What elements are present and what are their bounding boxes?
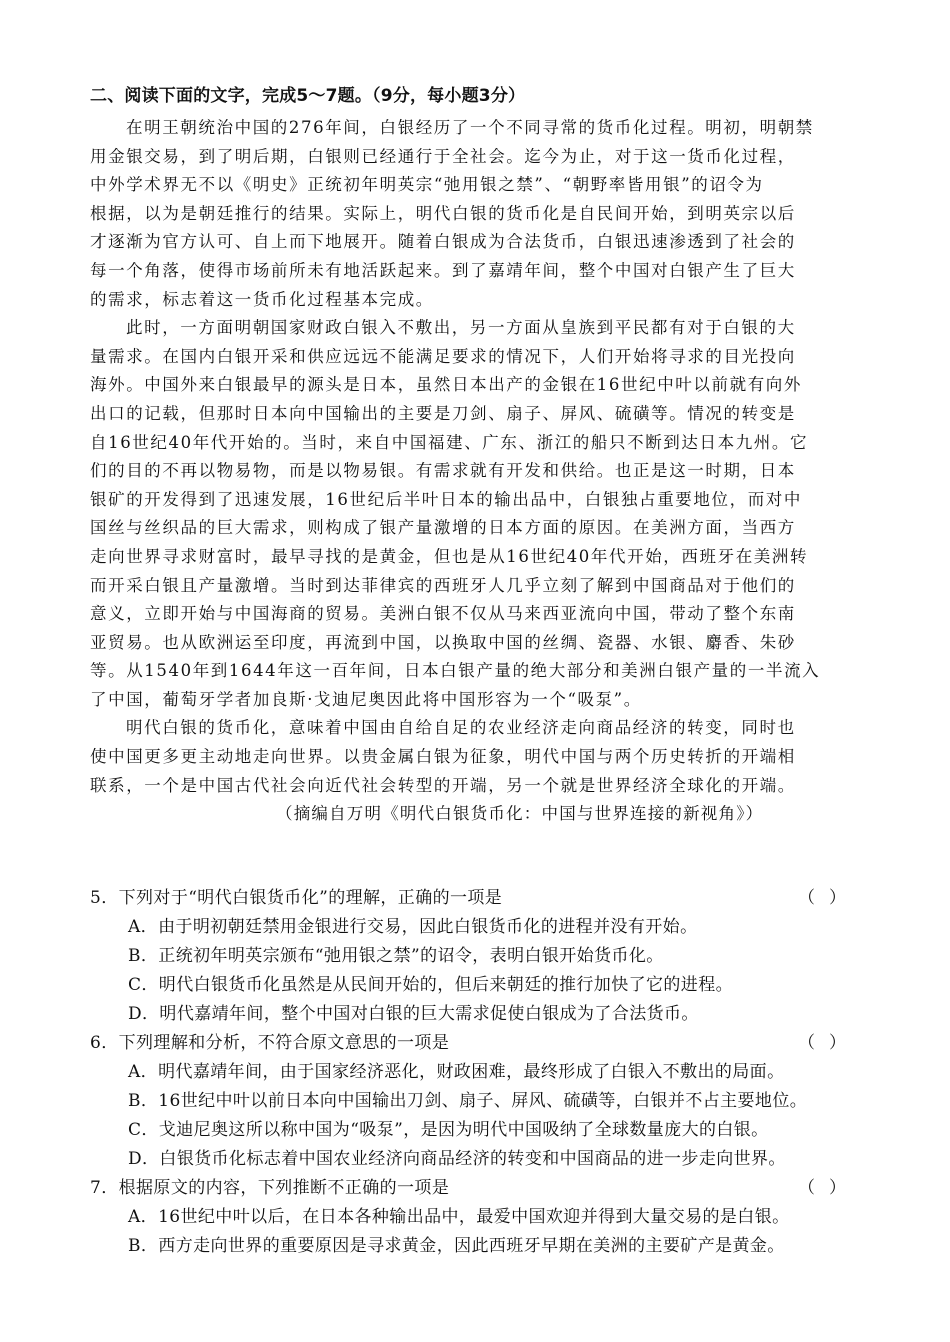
question-stem <box>90 884 890 913</box>
paragraph-3 <box>90 714 870 800</box>
question-6 <box>90 1029 890 1174</box>
option-b: B．16世纪中叶以前日本向中国输出刀剑、扇子、屏风、硫磺等，白银并不占主要地位。 <box>128 1091 808 1111</box>
passage-line: 们的目的不再以物易物，而是以物易银。有需求就有开发和供给。也正是这一时期，日本 <box>90 461 796 481</box>
option-c: C．戈迪尼奥这所以称中国为“吸泵”，是因为明代中国吸纳了全球数量庞大的白银。 <box>128 1120 769 1140</box>
answer-blank: （） <box>798 1033 860 1053</box>
option-d: D．白银货币化标志着中国农业经济向商品经济的转变和中国商品的进一步走向世界。 <box>128 1149 786 1169</box>
paragraph-1 <box>90 114 870 314</box>
passage-line: 等。从1540年到1644年这一百年间，日本白银产量的绝大部分和美洲白银产量的一半流入 <box>90 661 821 681</box>
option-b: B．西方走向世界的重要原因是寻求黄金，因此西班牙早期在美洲的主要矿产是黄金。 <box>128 1236 785 1256</box>
passage-line: 而开采白银且产量激增。当时到达菲律宾的西班牙人几乎立刻了解到中国商品对于他们的 <box>90 575 796 595</box>
option-a: A．明代嘉靖年间，由于国家经济恶化，财政困难，最终形成了白银入不敷出的局面。 <box>128 1062 785 1082</box>
option-a: A．16世纪中叶以后，在日本各种输出品中，最爱中国欢迎并得到大量交易的是白银。 <box>128 1207 790 1227</box>
passage-line: 海外。中国外来白银最早的源头是日本，虽然日本出产的金银在16世纪中叶以前就有向外 <box>90 375 802 395</box>
passage-line: 使中国更多更主动地走向世界。以贵金属白银为征象，明代中国与两个历史转折的开端相 <box>90 747 796 767</box>
paragraph-2 <box>90 314 870 714</box>
question-7 <box>90 1174 890 1261</box>
passage-line: 中外学术界无不以《明史》正统初年明英宗“弛用银之禁”、“朝野率皆用银”的诏令为 <box>90 175 764 195</box>
option-a: A．由于明初朝廷禁用金银进行交易，因此白银货币化的进程并没有开始。 <box>128 917 698 937</box>
section-title: 二、阅读下面的文字，完成5～7题。（9分，每小题3分） <box>90 86 526 106</box>
passage-line: 量需求。在国内白银开采和供应远远不能满足要求的情况下，人们开始将寻求的目光投向 <box>90 346 796 366</box>
question-stem-text: 5．下列对于“明代白银货币化”的理解，正确的一项是 <box>90 888 503 908</box>
passage-line: 在明王朝统治中国的276年间，白银经历了一个不同寻常的货币化过程。明初，明朝禁 <box>126 118 814 137</box>
question-stem-text: 6．下列理解和分析，不符合原文意思的一项是 <box>90 1033 450 1053</box>
passage-line: 自16世纪40年代开始的。当时，来自中国福建、广东、浙江的船只不断到达日本九州。它 <box>90 432 809 452</box>
answer-blank: （） <box>798 888 860 908</box>
question-stem-text: 7．根据原文的内容，下列推断不正确的一项是 <box>90 1178 450 1198</box>
passage-line: 走向世界寻求财富时，最早寻找的是黄金，但也是从16世纪40年代开始，西班牙在美洲转 <box>90 546 809 566</box>
passage-line: 意义，立即开始与中国海商的贸易。美洲白银不仅从马来西亚流向中国，带动了整个东南 <box>90 604 796 624</box>
passage-line: 亚贸易。也从欧洲运至印度，再流到中国，以换取中国的丝绸、瓷器、水银、麝香、朱砂 <box>90 632 796 652</box>
reading-passage <box>90 114 870 800</box>
passage-line: 的需求，标志着这一货币化过程基本完成。 <box>90 289 434 309</box>
passage-line: 国丝与丝织品的巨大需求，则构成了银产量激增的日本方面的原因。在美洲方面，当西方 <box>90 518 796 538</box>
passage-line: 才逐渐为官方认可、自上而下地展开。随着白银成为合法货币，白银迅速渗透到了社会的 <box>90 232 796 252</box>
passage-line: 每一个角落，使得市场前所未有地活跃起来。到了嘉靖年间，整个中国对白银产生了巨大 <box>90 260 796 280</box>
option-d: D．明代嘉靖年间，整个中国对白银的巨大需求促使白银成为了合法货币。 <box>128 1004 699 1024</box>
passage-line: 了中国，葡萄牙学者加良斯·戈迪尼奥因此将中国形容为一个“吸泵”。 <box>90 689 642 709</box>
question-list <box>90 884 890 1261</box>
passage-line: 银矿的开发得到了迅速发展，16世纪后半叶日本的输出品中，白银独占重要地位，而对中 <box>90 489 802 509</box>
passage-line: 明代白银的货币化，意味着中国由自给自足的农业经济走向商品经济的转变，同时也 <box>126 718 796 738</box>
passage-line: 联系，一个是中国古代社会向近代社会转型的开端，另一个就是世界经济全球化的开端。 <box>90 775 796 795</box>
passage-line: 出口的记载，但那时日本向中国输出的主要是刀剑、扇子、屏风、硫磺等。情况的转变是 <box>90 403 796 423</box>
passage-source: （摘编自万明《明代白银货币化：中国与世界连接的新视角》） <box>276 804 764 823</box>
question-5 <box>90 884 890 1029</box>
passage-line: 用金银交易，到了明后期，白银则已经通行于全社会。迄今为止，对于这一货币化过程， <box>90 146 796 166</box>
question-stem <box>90 1029 890 1058</box>
passage-line: 此时，一方面明朝国家财政白银入不敷出，另一方面从皇族到平民都有对于白银的大 <box>126 318 796 338</box>
passage-line: 根据，以为是朝廷推行的结果。实际上，明代白银的货币化是自民间开始，到明英宗以后 <box>90 203 796 223</box>
question-stem <box>90 1174 890 1203</box>
option-c: C．明代白银货币化虽然是从民间开始的，但后来朝廷的推行加快了它的进程。 <box>128 975 734 995</box>
answer-blank: （） <box>798 1178 860 1198</box>
option-b: B．正统初年明英宗颁布“弛用银之禁”的诏令，表明白银开始货币化。 <box>128 946 664 966</box>
